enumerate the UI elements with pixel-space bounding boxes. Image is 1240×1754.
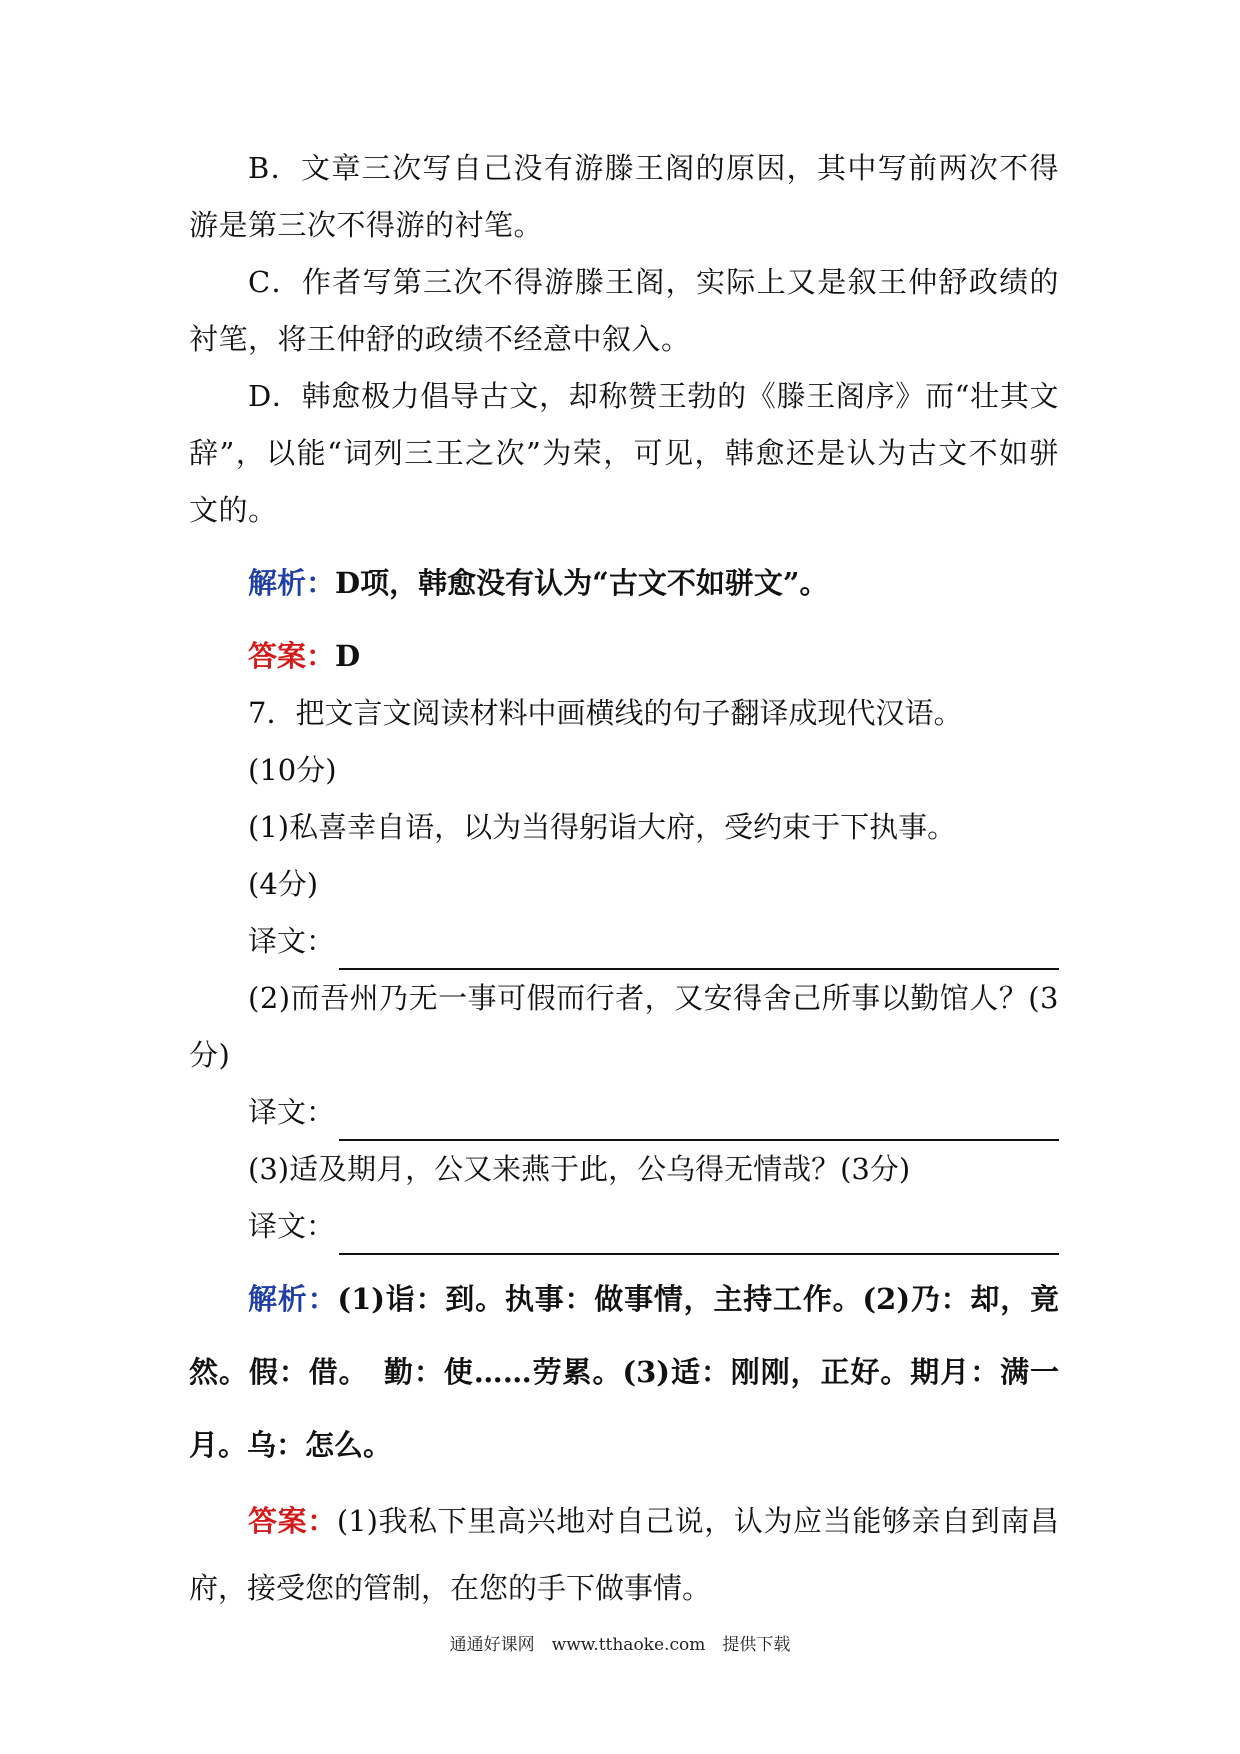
answer-7	[189, 1488, 1059, 1622]
answer-blank	[339, 1213, 1059, 1255]
answer-blank	[339, 1099, 1059, 1141]
answer-label: 答案：	[248, 1504, 337, 1538]
option-c: C．作者写第三次不得游滕王阁，实际上又是叙王仲舒政绩的衬笔，将王仲舒的政绩不经意中叙入。	[189, 265, 1059, 356]
sentence-1-score: (4分)	[248, 867, 319, 901]
answer-label: 答案：	[248, 639, 336, 673]
question-7-stem: 7．把文言文阅读材料中画横线的句子翻译成现代汉语。	[248, 696, 963, 730]
analysis-6	[189, 555, 1059, 612]
sentence-3: (3)适及期月，公又来燕于此，公乌得无情哉？(3分)	[248, 1152, 911, 1186]
translation-label: 译文：	[248, 924, 336, 958]
answer-text: (1)我私下里高兴地对自己说，认为应当能够亲自到南昌府，接受您的管制，在您的手下做事情。	[189, 1504, 1059, 1605]
answer-blank	[339, 928, 1059, 970]
translation-label: 译文：	[248, 1209, 336, 1243]
translation-line-1	[189, 913, 1059, 970]
translation-line-2	[189, 1084, 1059, 1141]
answer-text: D	[335, 639, 361, 673]
question-7-score: (10分)	[248, 753, 337, 787]
option-d: D．韩愈极力倡导古文，却称赞王勃的《滕王阁序》而“壮其文辞”，以能“词列三王之次”为荣，可见，韩愈还是认为古文不如骈文的。	[189, 379, 1059, 527]
analysis-7	[189, 1263, 1059, 1482]
analysis-label: 解析：	[248, 1282, 338, 1316]
option-b: B．文章三次写自己没有游滕王阁的原因，其中写前两次不得游是第三次不得游的衬笔。	[189, 151, 1059, 242]
analysis-text: (1)诣：到。执事：做事情，主持工作。(2)乃：却，竟然。假：借。 勤：使……劳累。(3)适：刚刚，正好。期月：满一月。乌：怎么。	[189, 1282, 1059, 1462]
page-footer: 通通好课网 www.tthaoke.com 提供下载	[449, 1635, 791, 1655]
analysis-text: D项，韩愈没有认为“古文不如骈文”。	[335, 566, 829, 600]
document-body	[189, 140, 1059, 1622]
translation-label: 译文：	[248, 1095, 336, 1129]
sentence-2: (2)而吾州乃无一事可假而行者，又安得舍己所事以勤馆人？(3分)	[189, 981, 1059, 1072]
sentence-1: (1)私喜幸自语，以为当得躬诣大府，受约束于下执事。	[248, 810, 957, 844]
analysis-label: 解析：	[248, 566, 336, 600]
answer-6	[189, 628, 1059, 685]
translation-line-3	[189, 1198, 1059, 1255]
